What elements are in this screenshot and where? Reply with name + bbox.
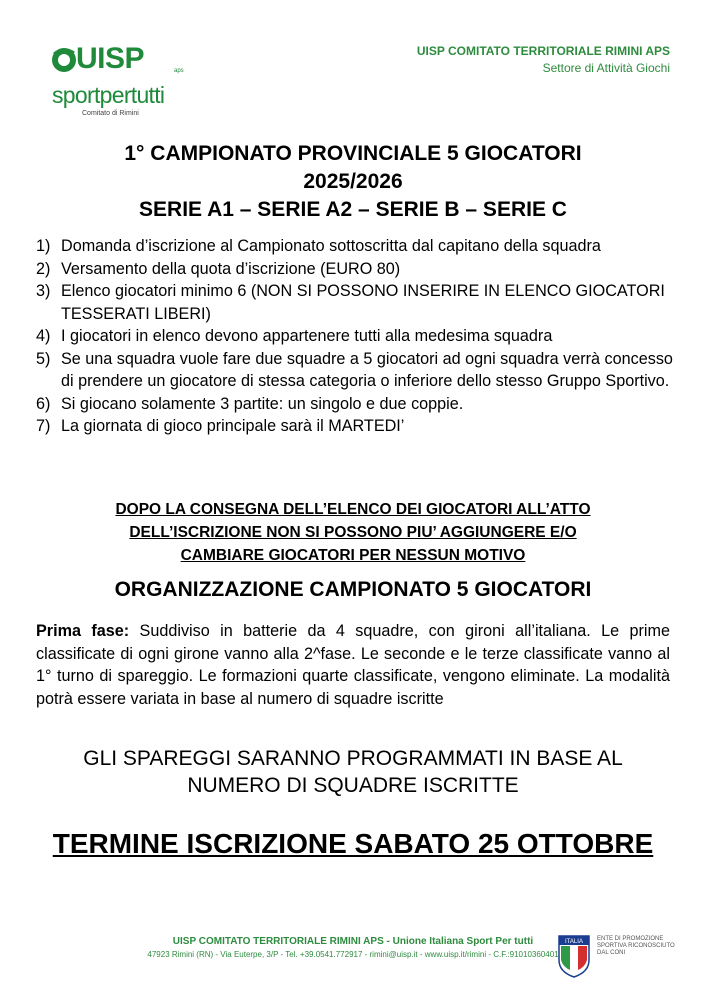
- runner-logo-icon: [50, 44, 78, 74]
- list-item-number: 3): [36, 282, 51, 300]
- italy-shield-icon: [557, 934, 591, 978]
- list-item-number: 7): [36, 417, 51, 435]
- list-item: [36, 280, 676, 325]
- rules-list: [36, 235, 676, 438]
- list-item-text: Se una squadra vuole fare due squadre a 5 giocatori ad ogni squadra verrà concesso di prendere un giocatore di stessa categoria o inferiore dello stesso Gruppo Sportivo.: [61, 349, 673, 390]
- first-phase-paragraph: [36, 620, 670, 710]
- list-item-number: 2): [36, 259, 51, 278]
- header-sector: Settore di Attività Giochi: [542, 61, 670, 75]
- registration-deadline: TERMINE ISCRIZIONE SABATO 25 OTTOBRE: [52, 828, 654, 859]
- coni-text: ENTE DI PROMOZIONE SPORTIVA RICONOSCIUTO DAL CONI: [597, 936, 675, 956]
- list-item-text: Domanda d’iscrizione al Campionato sottoscritta dal capitano della squadra: [61, 237, 601, 255]
- list-item-text: La giornata di gioco principale sarà il MARTEDI’: [61, 417, 405, 435]
- first-phase-text: Suddiviso in batterie da 4 squadre, con gironi all’italiana. Le prime classificate di ogni girone vanno alla 2^fase. Le seconde e le terze classificate vanno al 1° turno di spareggio. Le formazioni quarte classificate, vengono eliminate. La modalità potrà essere variata in base al numero di squadre iscritte: [36, 622, 670, 708]
- list-item-number: 4): [36, 327, 51, 345]
- uisp-logo: [50, 40, 200, 120]
- list-item: [36, 393, 676, 416]
- first-phase-label: Prima fase:: [36, 622, 130, 640]
- list-item-text: Versamento della quota d’iscrizione (EURO 80): [61, 259, 401, 278]
- organization-heading: ORGANIZZAZIONE CAMPIONATO 5 GIOCATORI: [114, 578, 592, 601]
- list-item: [36, 415, 676, 438]
- list-item: [36, 348, 676, 393]
- list-item-number: 5): [36, 349, 51, 368]
- logo-brand: UISP: [76, 42, 145, 75]
- header-organization: UISP COMITATO TERRITORIALE RIMINI APS: [416, 44, 670, 58]
- logo-tagline: sportpertutti: [52, 82, 165, 108]
- footer-contact: 47923 Rimini (RN) - Via Euterpe, 3/P - Tel. +39.0541.772917 - rimini@uisp.it - www.uisp.it/rimini - C.F.:91010360401: [147, 950, 559, 959]
- playoffs-notice: [0, 745, 706, 799]
- list-item-text: Elenco giocatori minimo 6 (NON SI POSSONO INSERIRE IN ELENCO GIOCATORI TESSERATI LIBERI): [61, 282, 665, 323]
- document-title: [0, 140, 706, 224]
- warning-notice: [0, 498, 706, 567]
- playoffs-line-1: GLI SPAREGGI SARANNO PROGRAMMATI IN BASE AL: [83, 747, 623, 770]
- warning-line-3: CAMBIARE GIOCATORI PER NESSUN MOTIVO: [180, 547, 526, 564]
- title-line-3: SERIE A1 – SERIE A2 – SERIE B – SERIE C: [139, 198, 567, 221]
- list-item-number: 1): [36, 237, 51, 255]
- title-line-1: 1° CAMPIONATO PROVINCIALE 5 GIOCATORI: [124, 142, 582, 165]
- playoffs-line-2: NUMERO DI SQUADRE ISCRITTE: [187, 774, 519, 797]
- logo-committee: Comitato di Rimini: [82, 110, 139, 117]
- title-line-2: 2025/2026: [303, 170, 403, 193]
- list-item-text: I giocatori in elenco devono appartenere tutti alla medesima squadra: [61, 327, 553, 345]
- list-item: [36, 235, 676, 258]
- logo-aps: aps: [174, 68, 184, 74]
- list-item-text: Si giocano solamente 3 partite: un singolo e due coppie.: [61, 394, 464, 413]
- list-item: [36, 258, 676, 281]
- footer-organization: UISP COMITATO TERRITORIALE RIMINI APS - Unione Italiana Sport Per tutti: [172, 936, 534, 947]
- list-item: [36, 325, 676, 348]
- list-item-number: 6): [36, 394, 51, 413]
- warning-line-2: DELL’ISCRIZIONE NON SI POSSONO PIU’ AGGIUNGERE E/O: [129, 524, 577, 541]
- header-org-block: [417, 44, 670, 75]
- warning-line-1: DOPO LA CONSEGNA DELL’ELENCO DEI GIOCATORI ALL’ATTO: [115, 501, 591, 518]
- coni-badge: [557, 934, 677, 979]
- coni-label: ITALIA: [565, 939, 583, 945]
